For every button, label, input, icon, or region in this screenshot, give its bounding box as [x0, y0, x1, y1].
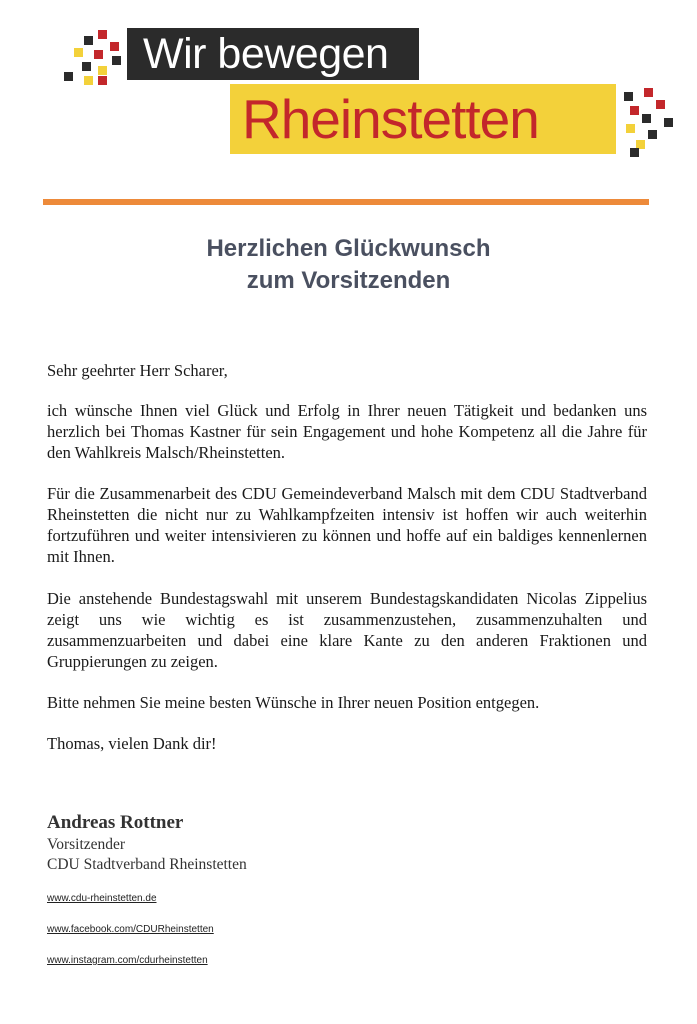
logo-pixel [644, 88, 653, 97]
signature-organization: CDU Stadtverband Rheinstetten [47, 856, 247, 873]
logo-pixel [656, 100, 665, 109]
logo-text-top: Wir bewegen [127, 28, 419, 80]
signature-name: Andreas Rottner [47, 812, 184, 833]
logo-pixel [84, 76, 93, 85]
logo-pixel [630, 106, 639, 115]
accent-divider [43, 199, 649, 205]
logo-pixel [642, 114, 651, 123]
facebook-link[interactable]: www.facebook.com/CDURheinstetten [47, 924, 214, 935]
website-link[interactable]: www.cdu-rheinstetten.de [47, 893, 157, 904]
logo-pixel [98, 66, 107, 75]
signature-role: Vorsitzender [47, 836, 126, 853]
logo-pixel [630, 148, 639, 157]
letter-paragraph: Für die Zusammenarbeit des CDU Gemeindeverband Malsch mit dem CDU Stadtverband Rheinstetten die nicht nur zu Wahlkampfzeiten intensiv ist hoffen wir auch weiterhin fortzuführen und weiter intensivieren zu können und hoffe auf ein baldiges kennenlernen mit Ihnen. [47, 484, 647, 566]
logo-pixel [94, 50, 103, 59]
letter-paragraph: ich wünsche Ihnen viel Glück und Erfolg in Ihrer neuen Tätigkeit und bedanken uns herzlich bei Thomas Kastner für sein Engagement und hohe Kompetenz all die Jahre für den Wahlkreis Malsch/Rheinstetten. [47, 401, 647, 462]
logo-pixel [624, 92, 633, 101]
logo-pixel [64, 72, 73, 81]
letter-closing: Thomas, vielen Dank dir! [47, 734, 217, 753]
logo-pixel [98, 76, 107, 85]
logo-pixel [84, 36, 93, 45]
letter-paragraph: Bitte nehmen Sie meine besten Wünsche in Ihrer neuen Position entgegen. [47, 693, 540, 712]
page-title-line-2: zum Vorsitzenden [246, 267, 451, 294]
letter-salutation: Sehr geehrter Herr Scharer, [47, 361, 228, 380]
logo-text-bottom: Rheinstetten [230, 84, 616, 154]
letter-paragraph: Die anstehende Bundestagswahl mit unserem Bundestagskandidaten Nicolas Zippelius zeigt uns wie wichtig es ist zusammenzustehen, zusammenzuhalten und zusammenzuarbeiten und dabei eine klare Kante zu den anderen Fraktionen und Gruppierungen zu zeigen. [47, 589, 647, 671]
logo-pixel [648, 130, 657, 139]
logo-pixel [74, 48, 83, 57]
logo-pixel [626, 124, 635, 133]
page-title-line-1: Herzlichen Glückwunsch [206, 235, 491, 262]
logo-pixel [98, 30, 107, 39]
logo [0, 0, 697, 170]
logo-pixel [112, 56, 121, 65]
logo-pixel [110, 42, 119, 51]
logo-pixel [664, 118, 673, 127]
instagram-link[interactable]: www.instagram.com/cdurheinstetten [47, 955, 208, 966]
logo-pixel [82, 62, 91, 71]
